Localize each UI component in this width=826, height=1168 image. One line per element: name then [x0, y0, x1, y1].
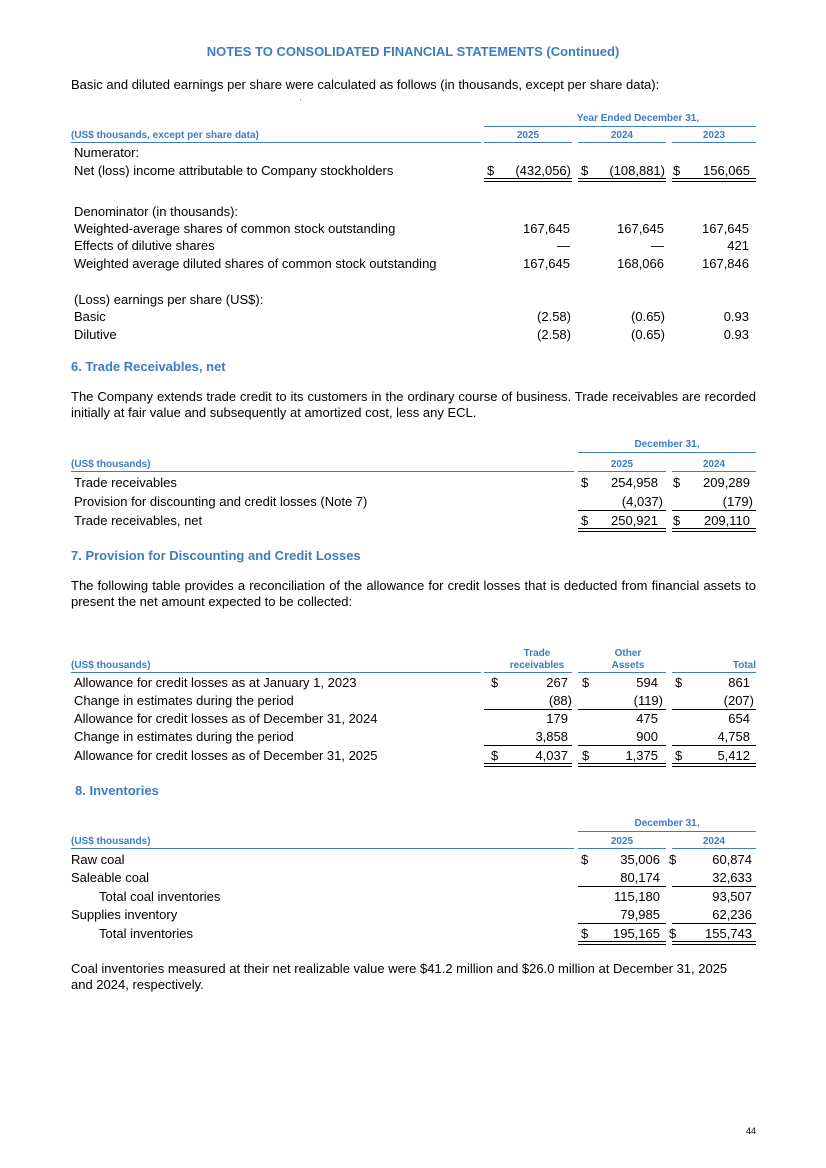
currency-symbol: $	[675, 748, 683, 763]
inv-value-2024: 155,743	[705, 926, 752, 941]
eps-dilutive-effect-2023: 421	[727, 238, 749, 253]
trade-row-label: Provision for discounting and credit losses (Note 7)	[74, 494, 368, 509]
trade-unit-header: (US$ thousands)	[71, 459, 151, 470]
prov-total-value: 5,412	[717, 748, 750, 763]
currency-symbol: $	[581, 163, 589, 178]
currency-symbol: $	[582, 748, 590, 763]
eps-net-income-2025: (432,056)	[515, 163, 571, 178]
inv-year-2: 2024	[702, 836, 726, 847]
inventories-note: Coal inventories measured at their net realizable value were $41.2 million and $26.0 million at December 31, 2025 and 2024, respectively.	[71, 961, 728, 992]
section-7-heading: 7. Provision for Discounting and Credit Losses	[71, 548, 361, 563]
section-8-heading: 8. Inventories	[75, 783, 159, 798]
section-6-heading: 6. Trade Receivables, net	[71, 359, 226, 374]
eps-period-header: Year Ended December 31,	[576, 113, 700, 124]
prov-trade-value: 267	[546, 675, 568, 690]
eps-dilutive-effect-label: Effects of dilutive shares	[74, 238, 215, 253]
prov-unit-header: (US$ thousands)	[71, 660, 151, 671]
currency-symbol: $	[582, 675, 590, 690]
eps-dilutive-2023: 0.93	[723, 327, 749, 342]
inv-row-label: Raw coal	[71, 852, 125, 867]
section-6-text: The Company extends trade credit to its customers in the ordinary course of business. Trade receivables are recorded initially at fair value and subsequently at amortized cost, less any ECL.	[71, 389, 756, 420]
trade-value-2024: 209,289	[703, 475, 750, 490]
eps-basic-2025: (2.58)	[537, 309, 571, 324]
prov-col1-line1: Trade	[523, 648, 551, 659]
eps-weighted-2024: 167,645	[617, 221, 664, 236]
eps-net-income-2024: (108,881)	[609, 163, 665, 178]
currency-symbol: $	[581, 852, 589, 867]
eps-denominator-label: Denominator (in thousands):	[74, 204, 239, 219]
eps-unit-header: (US$ thousands, except per share data)	[71, 130, 259, 141]
prov-col2-line1: Other	[614, 648, 642, 659]
currency-symbol: $	[581, 926, 589, 941]
prov-other-value: 594	[636, 675, 658, 690]
page-title: NOTES TO CONSOLIDATED FINANCIAL STATEMENTS (Continued)	[206, 44, 620, 59]
eps-weighted-label: Weighted-average shares of common stock outstanding	[74, 221, 396, 236]
trade-period-header: December 31,	[634, 439, 700, 450]
trade-value-2025: 250,921	[611, 513, 658, 528]
eps-net-income-2023: 156,065	[703, 163, 750, 178]
prov-trade-value: 3,858	[535, 729, 568, 744]
inv-row-label: Total coal inventories	[99, 889, 221, 904]
eps-numerator-label: Numerator:	[74, 145, 140, 160]
inv-value-2024: 62,236	[712, 907, 752, 922]
trade-value-2024: 209,110	[703, 513, 750, 528]
inv-value-2024: 93,507	[712, 889, 752, 904]
currency-symbol: $	[669, 852, 677, 867]
inv-row-label: Saleable coal	[71, 870, 150, 885]
inv-row-label: Total inventories	[99, 926, 193, 941]
eps-dilutive-label: Dilutive	[74, 327, 117, 342]
prov-col3: Total	[732, 660, 756, 671]
inv-value-2025: 195,165	[613, 926, 660, 941]
prov-other-value: 475	[636, 711, 658, 726]
currency-symbol: $	[675, 675, 683, 690]
inv-row-label: Supplies inventory	[71, 907, 178, 922]
eps-weighted-diluted-2024: 168,066	[617, 256, 664, 271]
eps-weighted-diluted-2023: 167,846	[702, 256, 749, 271]
trade-value-2025: (4,037)	[621, 494, 663, 509]
prov-total-value: 4,758	[717, 729, 750, 744]
eps-weighted-2025: 167,645	[523, 221, 570, 236]
prov-other-value: (119)	[633, 693, 663, 708]
prov-col2-line2: Assets	[611, 660, 645, 671]
currency-symbol: $	[673, 513, 681, 528]
section-7-text: The following table provides a reconciliation of the allowance for credit losses that is deducted from financial assets to present the net amount expected to be collected:	[71, 578, 756, 609]
prov-trade-value: 179	[546, 711, 568, 726]
prov-other-value: 900	[636, 729, 658, 744]
eps-year-1: 2025	[516, 130, 540, 141]
prov-col1-line2: receivables	[509, 660, 565, 671]
currency-symbol: $	[673, 475, 681, 490]
eps-weighted-diluted-2025: 167,645	[523, 256, 570, 271]
prov-other-value: 1,375	[625, 748, 658, 763]
trade-value-2024: (179)	[722, 494, 753, 509]
eps-dilutive-2024: (0.65)	[631, 327, 665, 342]
eps-weighted-2023: 167,645	[702, 221, 749, 236]
prov-trade-value: (88)	[548, 693, 572, 708]
trade-year-2: 2024	[702, 459, 726, 470]
inv-value-2025: 115,180	[613, 889, 660, 904]
prov-row-label: Change in estimates during the period	[74, 693, 294, 708]
eps-weighted-diluted-label: Weighted average diluted shares of common stock outstanding	[74, 256, 437, 271]
inv-value-2025: 79,985	[620, 907, 660, 922]
prov-total-value: 654	[728, 711, 750, 726]
eps-year-3: 2023	[702, 130, 726, 141]
eps-dilutive-2025: (2.58)	[537, 327, 571, 342]
currency-symbol: $	[669, 926, 677, 941]
trade-year-1: 2025	[610, 459, 634, 470]
eps-intro: Basic and diluted earnings per share were calculated as follows (in thousands, except per share data):	[71, 77, 660, 92]
inv-year-1: 2025	[610, 836, 634, 847]
prov-row-label: Allowance for credit losses as of December 31, 2025	[74, 748, 378, 763]
stray-dot	[300, 99, 301, 100]
prov-row-label: Allowance for credit losses as of December 31, 2024	[74, 711, 378, 726]
eps-net-income-label: Net (loss) income attributable to Company stockholders	[74, 163, 394, 178]
eps-dilutive-effect-2025: —	[557, 238, 570, 253]
eps-basic-2024: (0.65)	[631, 309, 665, 324]
currency-symbol: $	[581, 513, 589, 528]
trade-row-label: Trade receivables, net	[74, 513, 203, 528]
prov-total-value: (207)	[723, 693, 754, 708]
currency-symbol: $	[673, 163, 681, 178]
currency-symbol: $	[491, 748, 499, 763]
trade-row-label: Trade receivables	[74, 475, 177, 490]
inv-unit-header: (US$ thousands)	[71, 836, 151, 847]
eps-year-2: 2024	[610, 130, 634, 141]
prov-total-value: 861	[728, 675, 750, 690]
prov-row-label: Allowance for credit losses as at January 1, 2023	[74, 675, 357, 690]
inv-value-2024: 60,874	[712, 852, 752, 867]
currency-symbol: $	[581, 475, 589, 490]
inv-value-2024: 32,633	[712, 870, 752, 885]
inv-value-2025: 35,006	[620, 852, 660, 867]
prov-trade-value: 4,037	[535, 748, 568, 763]
eps-basic-2023: 0.93	[723, 309, 749, 324]
inv-period-header: December 31,	[634, 818, 700, 829]
eps-dilutive-effect-2024: —	[651, 238, 664, 253]
page-number: 44	[745, 1126, 756, 1136]
eps-per-share-label: (Loss) earnings per share (US$):	[74, 292, 264, 307]
eps-basic-label: Basic	[74, 309, 106, 324]
inv-value-2025: 80,174	[620, 870, 660, 885]
currency-symbol: $	[491, 675, 499, 690]
currency-symbol: $	[487, 163, 495, 178]
trade-value-2025: 254,958	[611, 475, 658, 490]
prov-row-label: Change in estimates during the period	[74, 729, 294, 744]
